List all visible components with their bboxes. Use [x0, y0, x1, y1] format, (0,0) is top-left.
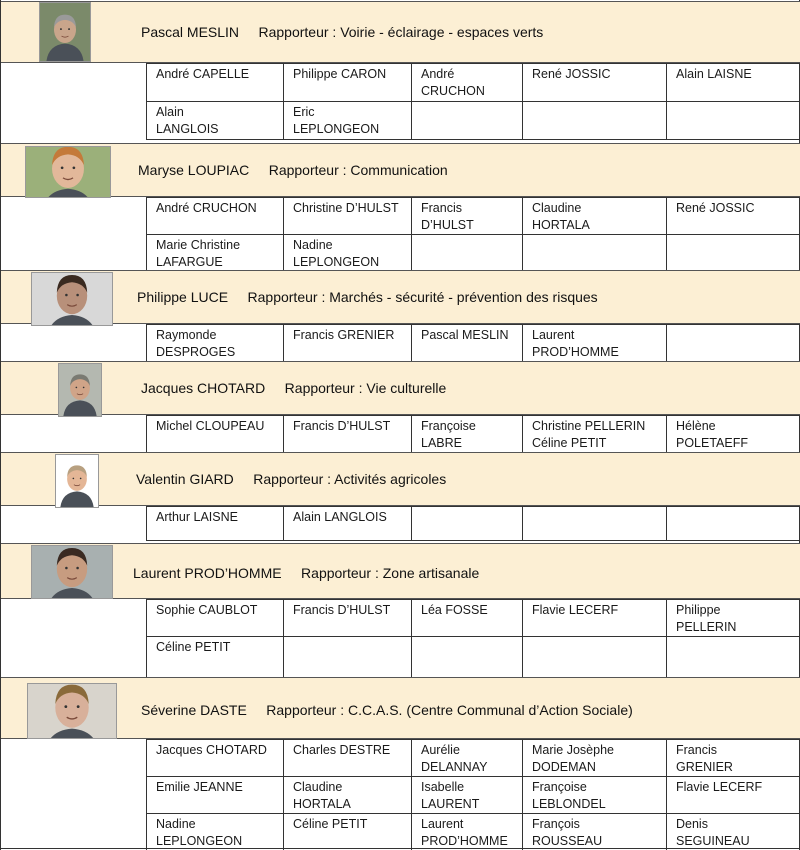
member-name: Michel CLOUPEAU [156, 419, 265, 433]
table-row [147, 416, 800, 453]
members-table [146, 506, 800, 541]
member-name: Claudine HORTALA [532, 201, 590, 232]
member-cell [147, 637, 284, 679]
member-cell [667, 416, 800, 453]
committee-title [138, 162, 448, 178]
member-cell [523, 777, 667, 814]
person-photo-icon [31, 272, 113, 326]
committee-title [136, 471, 446, 487]
member-name: Francis D’HULST [293, 603, 391, 617]
member-cell [147, 235, 284, 272]
member-cell [147, 740, 284, 777]
member-cell [523, 600, 667, 637]
rapporteur-role: Rapporteur : Activités agricoles [253, 471, 447, 487]
table-row [147, 325, 800, 362]
member-name: Christine D’HULST [293, 201, 399, 215]
table-row [147, 64, 800, 102]
member-cell [147, 814, 284, 850]
empty-cell [284, 637, 412, 679]
person-photo-icon [55, 454, 99, 508]
table-row [147, 102, 800, 140]
member-name: Charles DESTRE [293, 743, 391, 757]
member-name: Françoise LEBLONDEL [532, 780, 606, 811]
members-table [146, 197, 800, 272]
empty-cell [412, 102, 523, 140]
person-photo-icon [39, 2, 91, 62]
member-cell [284, 600, 412, 637]
member-name: André CRUCHON [156, 201, 257, 215]
member-name: Pascal MESLIN [421, 328, 509, 342]
member-cell [412, 814, 523, 850]
member-name: Francis D’HULST [421, 201, 474, 232]
committee-title [133, 565, 479, 581]
empty-cell [667, 637, 800, 679]
member-cell [412, 325, 523, 362]
member-name: Claudine HORTALA [293, 780, 351, 811]
table-row [147, 235, 800, 272]
empty-cell [667, 325, 800, 362]
rapporteur-role: Rapporteur : Zone artisanale [301, 565, 480, 581]
table-row [147, 507, 800, 541]
member-name: Flavie LECERF [532, 603, 619, 617]
member-cell [523, 64, 667, 102]
member-cell [284, 416, 412, 453]
member-cell [147, 777, 284, 814]
rapporteur-role: Rapporteur : Vie culturelle [284, 380, 447, 396]
members-table [146, 599, 800, 679]
member-name: Denis SEGUINEAU [676, 817, 750, 848]
member-cell [147, 198, 284, 235]
table-row [147, 600, 800, 637]
member-name: Eric LEPLONGEON [293, 105, 380, 136]
member-cell [412, 777, 523, 814]
member-cell [667, 814, 800, 850]
member-cell [667, 198, 800, 235]
member-cell [284, 198, 412, 235]
member-name: Marie Christine LAFARGUE [156, 238, 241, 269]
member-name: Isabelle LAURENT [421, 780, 480, 811]
member-name: Francis GRENIER [293, 328, 395, 342]
member-cell [412, 740, 523, 777]
committee-title [141, 24, 543, 40]
member-name: Aurélie DELANNAY [421, 743, 488, 774]
member-cell [284, 235, 412, 272]
members-table [146, 324, 800, 362]
member-name: Philippe CARON [293, 67, 387, 81]
member-cell [412, 600, 523, 637]
table-row [147, 740, 800, 777]
members-table [146, 739, 800, 850]
person-photo-icon [25, 146, 111, 198]
member-name: Alain LANGLOIS [293, 510, 387, 524]
table-row [147, 777, 800, 814]
member-name: Francis D’HULST [293, 419, 391, 433]
table-row [147, 198, 800, 235]
person-photo-icon [27, 683, 117, 739]
table-row [147, 637, 800, 679]
member-name: Hélène POLETAEFF [676, 419, 749, 450]
empty-cell [412, 507, 523, 541]
member-cell [147, 64, 284, 102]
member-name: René JOSSIC [532, 67, 611, 81]
rapporteur-name: Jacques CHOTARD [141, 380, 266, 396]
member-name: Céline PETIT [293, 817, 368, 831]
member-cell [412, 416, 523, 453]
member-cell [284, 777, 412, 814]
member-cell [147, 325, 284, 362]
rapporteur-name: Philippe LUCE [137, 289, 229, 305]
member-cell [284, 102, 412, 140]
empty-cell [523, 235, 667, 272]
member-name: Alain LAISNE [676, 67, 752, 81]
committee-title [141, 380, 446, 396]
member-name: Raymonde DESPROGES [156, 328, 236, 359]
member-name: Léa FOSSE [421, 603, 488, 617]
rapporteur-name: Maryse LOUPIAC [138, 162, 250, 178]
empty-cell [412, 235, 523, 272]
member-name: René JOSSIC [676, 201, 755, 215]
member-cell [284, 740, 412, 777]
member-cell [523, 198, 667, 235]
member-name: Nadine LEPLONGEON [293, 238, 380, 269]
empty-cell [667, 235, 800, 272]
person-photo-icon [31, 545, 113, 599]
member-name: Emilie JEANNE [156, 780, 243, 794]
member-name: Christine PELLERIN Céline PETIT [532, 419, 646, 450]
member-name: Flavie LECERF [676, 780, 763, 794]
empty-cell [523, 637, 667, 679]
member-cell [284, 814, 412, 850]
member-name: Sophie CAUBLOT [156, 603, 258, 617]
rapporteur-role: Rapporteur : C.C.A.S. (Centre Communal d’Action Sociale) [266, 702, 633, 718]
rapporteur-name: Valentin GIARD [136, 471, 234, 487]
member-name: Françoise LABRE [421, 419, 476, 450]
member-name: Francis GRENIER [676, 743, 733, 774]
member-cell [523, 740, 667, 777]
rapporteur-role: Rapporteur : Voirie - éclairage - espaces verts [258, 24, 544, 40]
member-cell [667, 64, 800, 102]
member-name: André CAPELLE [156, 67, 250, 81]
page-bottom-border [1, 848, 800, 849]
rapporteur-name: Pascal MESLIN [141, 24, 240, 40]
member-cell [412, 198, 523, 235]
member-cell [412, 64, 523, 102]
members-table [146, 415, 800, 453]
member-cell [667, 777, 800, 814]
member-name: Nadine LEPLONGEON [156, 817, 243, 848]
member-name: Jacques CHOTARD [156, 743, 267, 757]
rapporteur-role: Rapporteur : Communication [268, 162, 448, 178]
member-cell [147, 102, 284, 140]
person-photo-icon [58, 363, 102, 417]
member-name: Laurent PROD’HOMME [421, 817, 508, 848]
member-cell [284, 64, 412, 102]
member-cell [147, 507, 284, 541]
member-name: Laurent PROD’HOMME [532, 328, 619, 359]
member-cell [667, 600, 800, 637]
rapporteur-name: Séverine DASTE [141, 702, 247, 718]
empty-cell [667, 102, 800, 140]
member-cell [667, 740, 800, 777]
empty-cell [412, 637, 523, 679]
member-cell [284, 507, 412, 541]
committee-title [141, 702, 633, 718]
empty-cell [523, 102, 667, 140]
member-name: François ROUSSEAU [532, 817, 603, 848]
empty-cell [667, 507, 800, 541]
empty-cell [523, 507, 667, 541]
member-cell [523, 814, 667, 850]
member-cell [523, 416, 667, 453]
member-cell [147, 600, 284, 637]
member-name: Alain LANGLOIS [156, 105, 219, 136]
member-name: André CRUCHON [421, 67, 485, 98]
member-cell [147, 416, 284, 453]
member-name: Céline PETIT [156, 640, 231, 654]
rapporteur-name: Laurent PROD’HOMME [133, 565, 282, 581]
table-row [147, 814, 800, 850]
members-table [146, 63, 800, 140]
committee-title [137, 289, 598, 305]
rapporteur-role: Rapporteur : Marchés - sécurité - prévention des risques [247, 289, 598, 305]
member-name: Philippe PELLERIN [676, 603, 737, 634]
member-name: Arthur LAISNE [156, 510, 238, 524]
member-cell [523, 325, 667, 362]
member-cell [284, 325, 412, 362]
member-name: Marie Josèphe DODEMAN [532, 743, 614, 774]
